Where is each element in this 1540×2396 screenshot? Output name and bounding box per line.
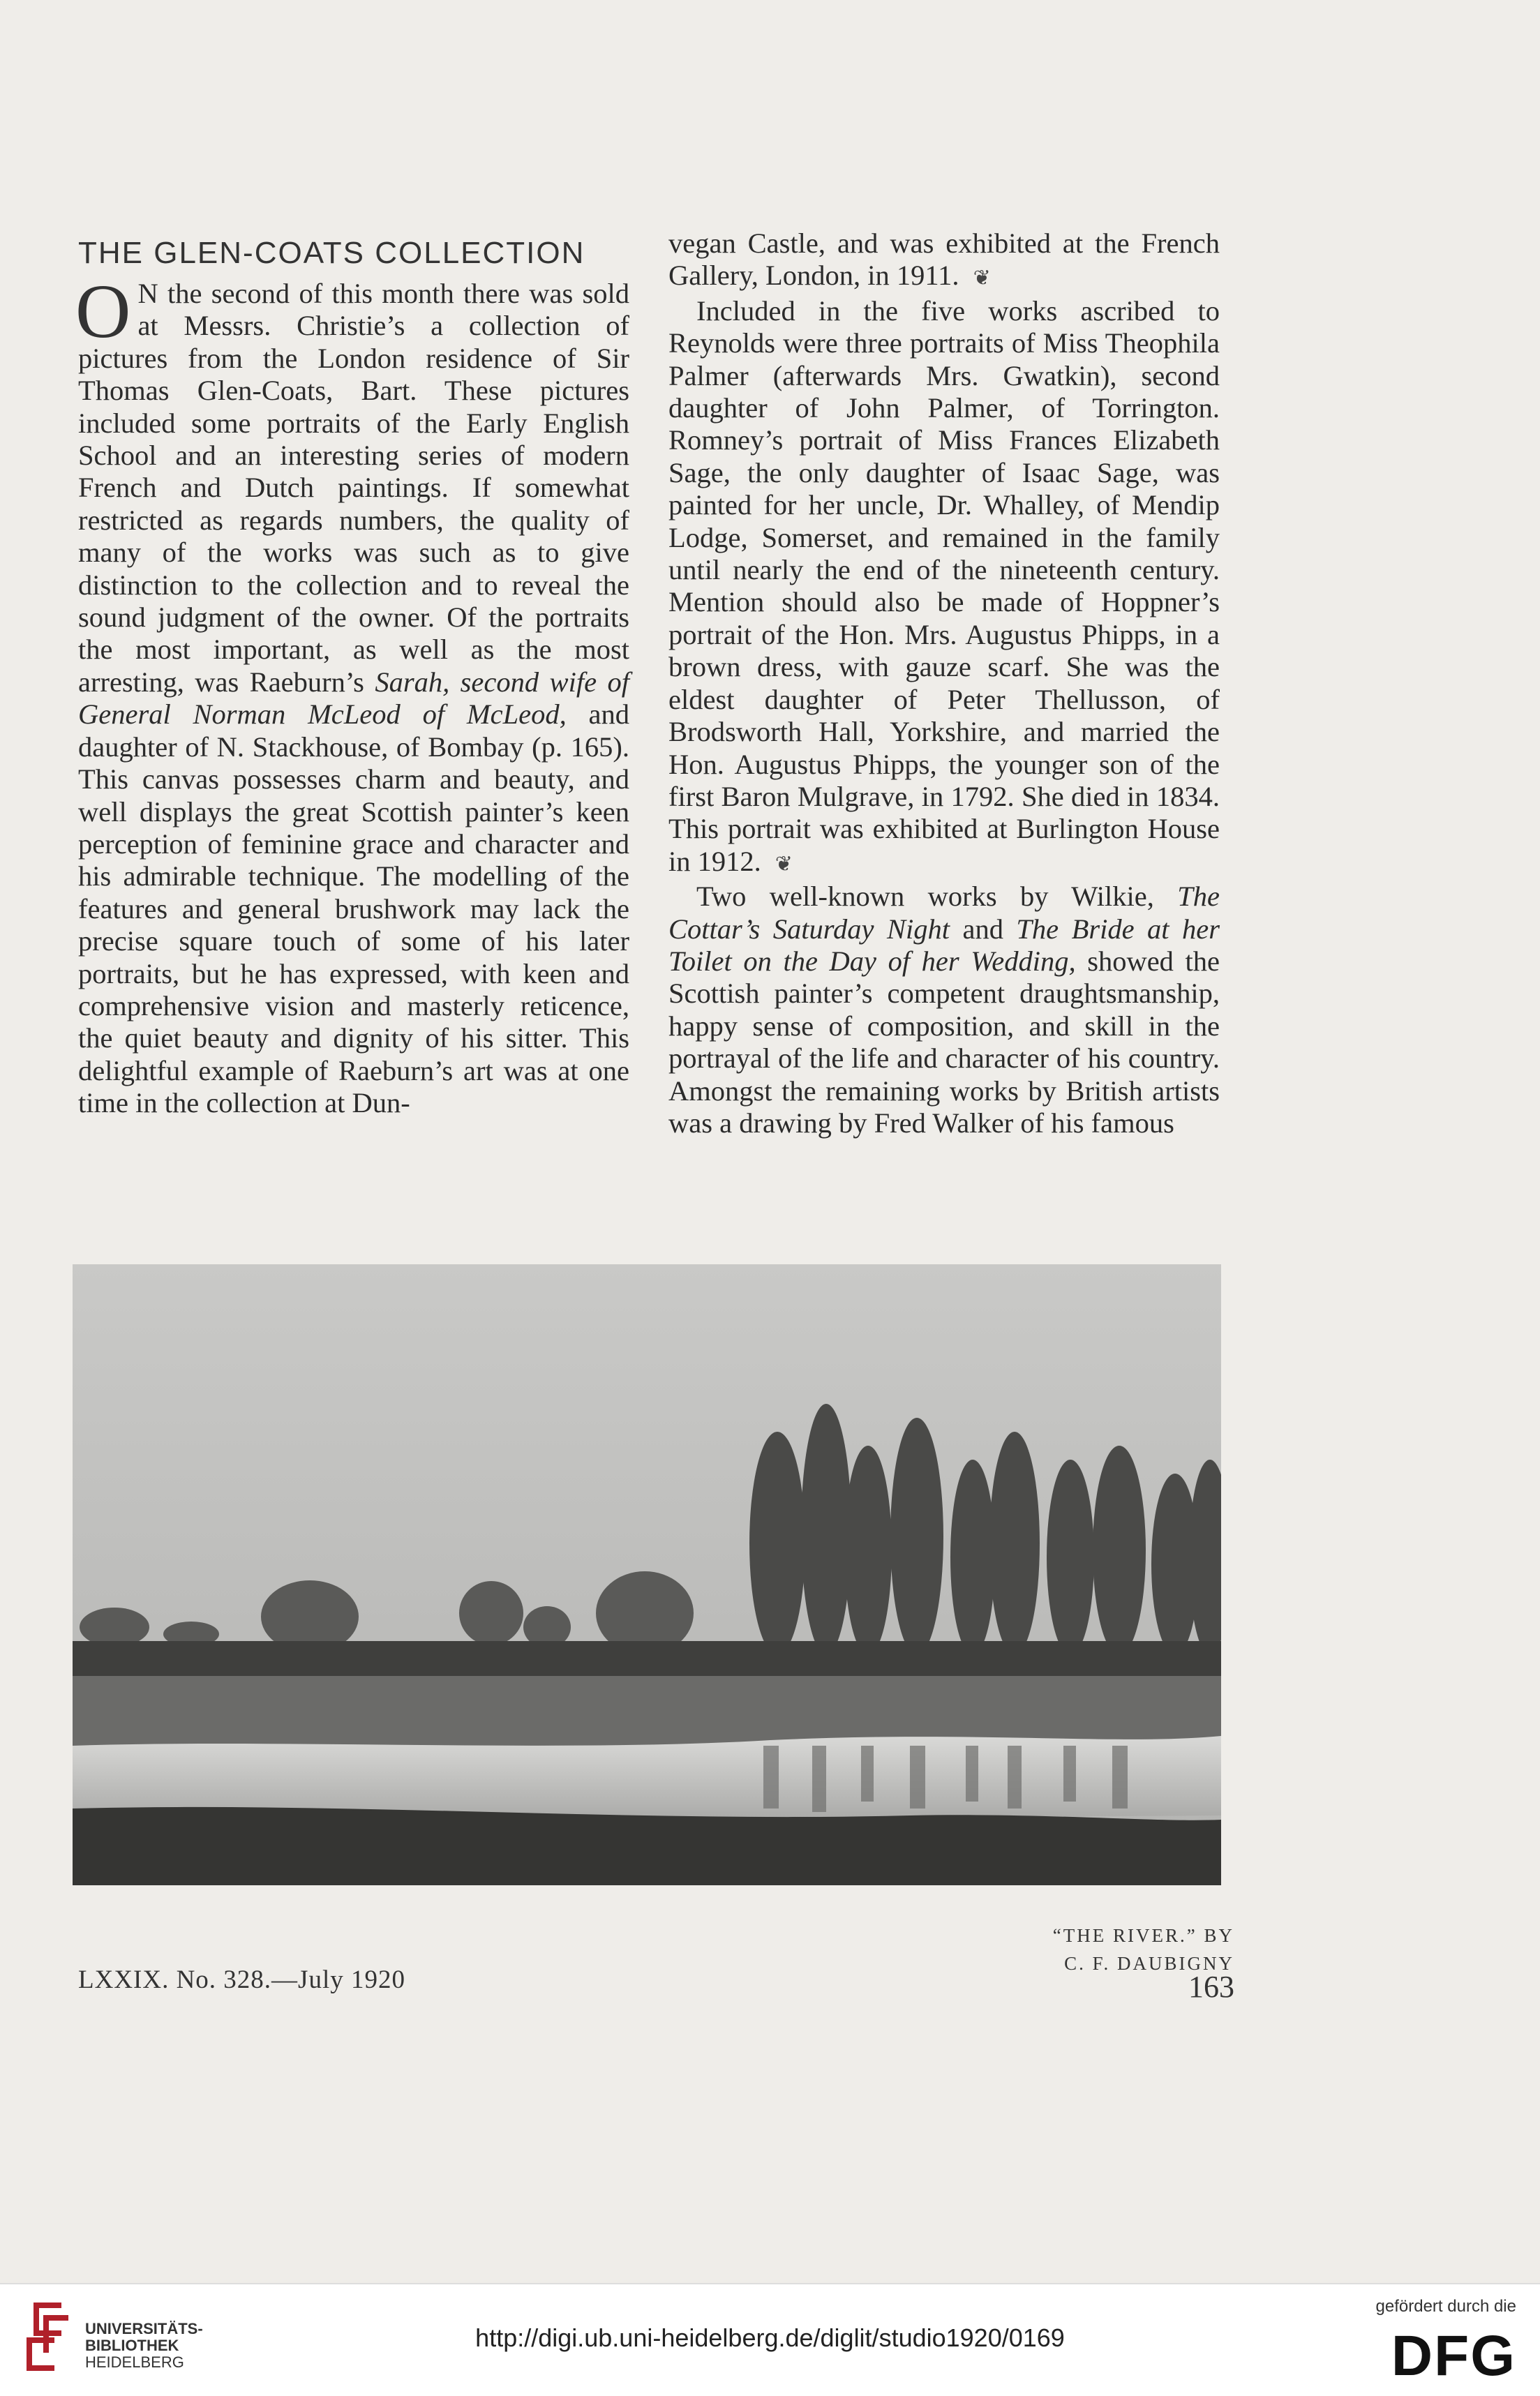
right-column [668,227,1220,1139]
painting-title-bride: The Bride at her Toilet on the Day of her Wedding, [668,913,1220,977]
paragraph-1-continued-text: vegan Castle, and was exhibited at the French Gallery, London, in 1911. [668,227,1220,292]
paragraph-1-continued [668,227,1220,295]
paragraph-3-start: Two well-known works by Wilkie, [696,881,1178,913]
permalink-url[interactable]: http://digi.ub.uni-heidelberg.de/diglit/studio1920/0169 [475,2323,1065,2352]
leaf-ornament-icon: ❦ [973,267,991,290]
paragraph-3-and: and [950,913,1017,945]
page-number: 163 [1188,1970,1234,2004]
river-painting-image [73,1264,1221,1885]
library-line-2: BIBLIOTHEK [85,2337,179,2354]
painting-title-cottar: The Cottar’s Saturday Night [668,881,1220,945]
paragraph-1-end: and daughter of N. Stackhouse, of Bombay (p. 165). This canvas possesses charm and beauty, and well displays the great Scottish painter’s keen perception of feminine grace and character and his admirable technique. The modelling of the features and general brushwork may lack the precise square touch of some of his later portraits, but he has expressed, with keen and comprehensive vision and masterly reticence, the quiet beauty and dignity of his sitter. This delightful example of Raeburn’s art was at one time in the collection at Dun- [78,698,629,1119]
paragraph-3 [668,881,1220,1139]
issue-footer: LXXIX. No. 328.—July 1920 [78,1966,405,1994]
caption-line-2: C. F. DAUBIGNY [1064,1953,1234,1974]
library-line-3: HEIDELBERG [85,2353,184,2371]
caption-line-1: “THE RIVER.” BY [1052,1925,1234,1946]
article-heading: THE GLEN-COATS COLLECTION [78,236,585,270]
dfg-logo[interactable]: DFG [1391,2324,1516,2388]
leaf-ornament-icon: ❦ [775,852,793,876]
funded-by-label: gefördert durch die [1375,2297,1516,2316]
drop-cap: O [75,269,131,354]
river-landscape-illustration [73,1264,1221,1885]
left-column [75,269,629,1120]
paragraph-1-text: N the second of this month there was sold at Messrs. Christie’s a collection of pictures from the London residence of Sir Thomas Glen-Coats, Bart. These pictures included some portraits of the Early English School and an interesting series of modern French and Dutch paintings. If somewhat restricted as regards numbers, the quality of many of the works was such as to give distinction to the collection and to reveal the sound judgment of the owner. Of the portraits the most important, as well as the most arresting, was Raeburn’s [78,278,629,698]
paragraph-1 [75,269,629,1120]
library-line-1: UNIVERSITÄTS- [85,2320,203,2337]
paragraph-3-end: showed the Scottish painter’s competent draughtsmanship, happy sense of composition, and skill in the portrayal of the life and character of his country. Amongst the remaining works by British artists was a drawing by Fred Walker of his famous [668,945,1220,1139]
painting-title-sarah: Sarah, second wife of General Norman McLeod of McLeod, [78,666,629,731]
paragraph-2 [668,295,1220,881]
paragraph-2-text: Included in the five works ascribed to Reynolds were three portraits of Miss Theophila Palmer (afterwards Mrs. Gwatkin), second daughter of John Palmer, of Torrington. Romney’s portrait of Miss Frances Elizabeth Sage, the only daughter of Isaac Sage, was painted for her uncle, Dr. Whalley, of Mendip Lodge, Somerset, and remained in the family until nearly the end of the nineteenth century. Mention should also be made of Hoppner’s portrait of the Hon. Mrs. Augustus Phipps, in a brown dress, with gauze scarf. She was the eldest daughter of Peter Thellusson, of Brodsworth Hall, Yorkshire, and married the Hon. Augustus Phipps, the younger son of the first Baron Mulgrave, in 1792. She died in 1834. This portrait was exhibited at Burlington House in 1912. [668,294,1220,877]
